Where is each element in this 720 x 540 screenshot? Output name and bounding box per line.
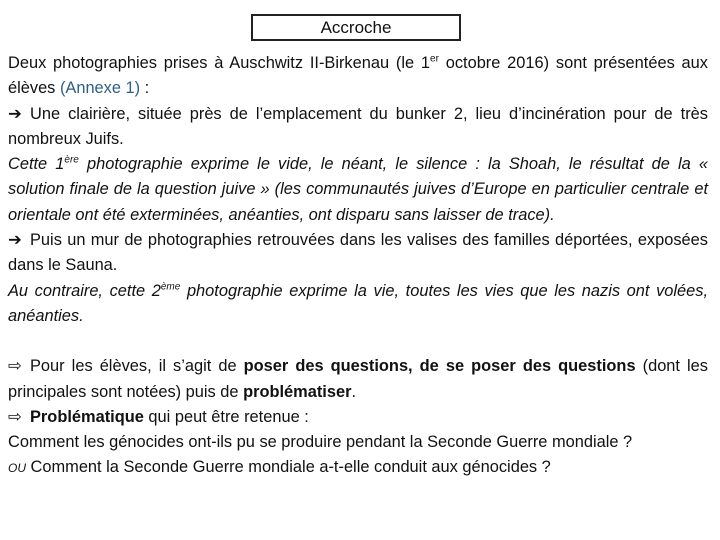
annex-reference: (Annexe 1) (59, 79, 141, 98)
photo2-analysis-text-before-sup: Au contraire, cette 2 (8, 281, 161, 300)
intro-text-before-sup: Deux photographies prises à Auschwitz II-Birkenau (le 1 (8, 54, 431, 72)
photo1-analysis (8, 152, 708, 228)
student-task-text-start: Pour les élèves, il s’agit de (30, 357, 244, 376)
arrow-right-icon: ➔ (8, 104, 22, 123)
student-task-text-end: . (351, 382, 357, 401)
photo1-analysis-superscript: ère (64, 154, 79, 166)
intro-text-end: : (140, 79, 150, 98)
problematique-text: qui peut être retenue : (143, 407, 309, 426)
photo2-analysis-superscript: ème (160, 281, 181, 293)
intro-superscript: er (430, 53, 439, 65)
problematique-label: Problématique (30, 407, 144, 426)
photo2-description (8, 228, 708, 279)
photo2-text: Puis un mur de photographies retrouvées dans les valises des familles déportées, exposées dans le Sauna. (8, 231, 708, 275)
photo1-analysis-text-after-sup: photographie exprime le vide, le néant, le silence : la Shoah, le résultat de la « solution finale de la question juive » (les communautés juives d’Europe en particulier centrale et orientale ont été exterminées, anéanties, ont disparu sans laisser de trace). (8, 155, 708, 224)
student-task-bold-questions: poser des questions, de se poser des questions (243, 357, 636, 376)
photo2-analysis-text-after-sup: photographie exprime la vie, toutes les vies que les nazis ont volées, anéanties. (8, 281, 708, 325)
photo1-text: Une clairière, située près de l’emplacement du bunker 2, lieu d’incinération pour de très nombreux Juifs. (8, 104, 708, 148)
section-spacer (8, 329, 708, 354)
photo1-description (8, 102, 708, 153)
document-body (8, 51, 708, 482)
page-title: Accroche (251, 14, 461, 41)
intro-text-after-sup: octobre 2016) sont présentées aux élèves (8, 54, 708, 98)
question-two (8, 455, 708, 481)
photo1-analysis-text-before-sup: Cette 1 (8, 155, 65, 174)
question-two-prefix: OU (8, 461, 26, 476)
student-task-text-mid: (dont les principales sont notées) puis de (8, 357, 708, 401)
intro-paragraph (8, 51, 708, 102)
question-one: Comment les génocides ont-ils pu se produire pendant la Seconde Guerre mondiale ? (8, 433, 633, 452)
hollow-arrow-right-icon: ⇨ (8, 357, 22, 376)
student-task-paragraph (8, 354, 708, 405)
hollow-arrow-right-icon: ⇨ (8, 407, 22, 426)
student-task-bold-problematiser: problématiser (243, 382, 352, 401)
photo2-analysis (8, 279, 708, 330)
problematique-heading (8, 405, 708, 430)
question-two-text: Comment la Seconde Guerre mondiale a-t-elle conduit aux génocides ? (26, 458, 551, 477)
arrow-right-icon: ➔ (8, 231, 22, 250)
